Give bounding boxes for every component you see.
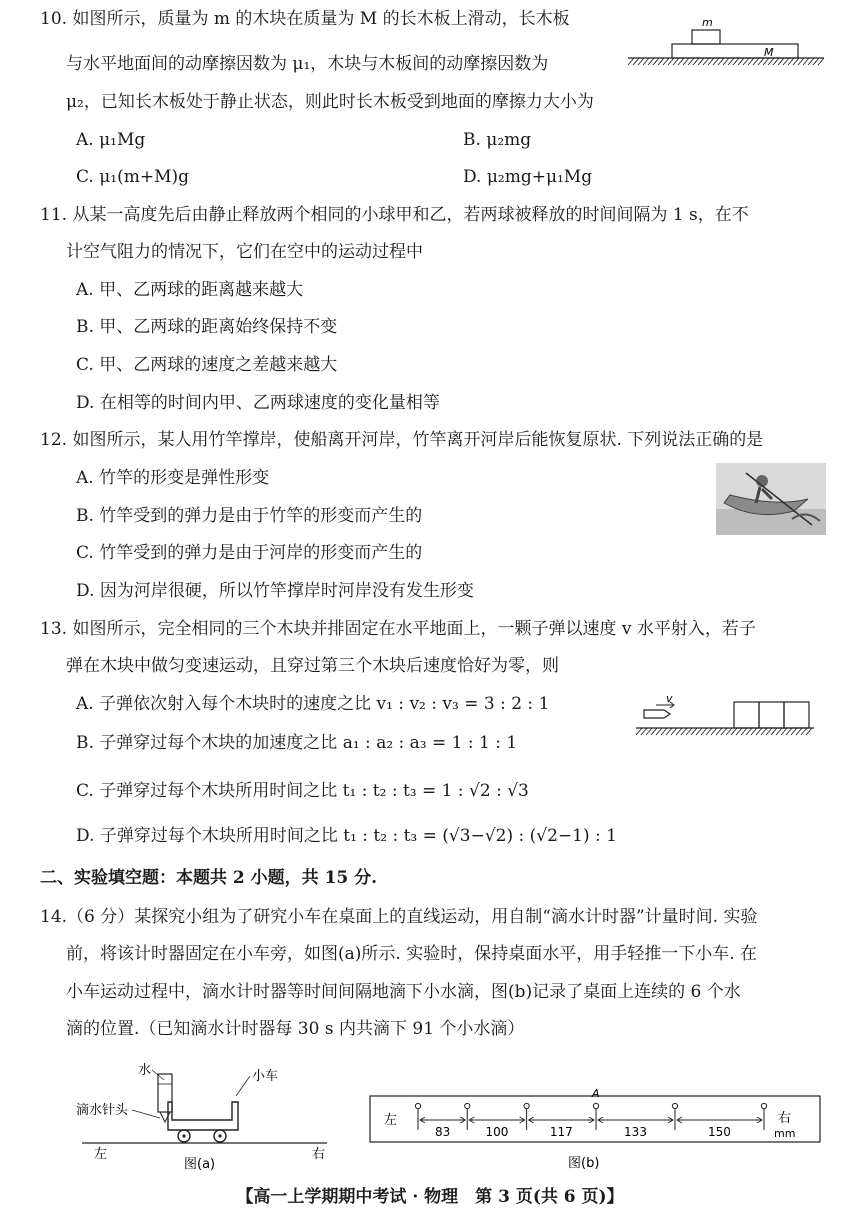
q13-line-1: 13. 如图所示，完全相同的三个木块并排固定在水平地面上，一颗子弹以速度 v 水平射入，若子 [40, 619, 756, 639]
long-board-label: M [764, 46, 774, 59]
q13-figure [634, 692, 816, 744]
q10-option-c: C. μ₁(m+M)g [76, 167, 189, 187]
fig-b-caption: 图(b) [568, 1156, 600, 1171]
small-block [692, 30, 720, 44]
velocity-arrow [656, 702, 674, 708]
figure-b [368, 1064, 824, 1174]
q14-line-2: 前，将该计时器固定在小车旁，如图(a)所示. 实验时，保持桌面水平，用手轻推一下小车. 在 [66, 944, 758, 964]
small-block-label: m [702, 16, 713, 29]
q13-option-b: B. 子弹穿过每个木块的加速度之比 a₁ : a₂ : a₃ = 1 : 1 : 1 [76, 733, 518, 753]
segment-1 [420, 1117, 465, 1139]
q14-line-4: 滴的位置.（已知滴水计时器每 30 s 内共滴下 91 个小水滴） [66, 1019, 525, 1039]
fig-b-left-label: 左 [384, 1113, 398, 1128]
fig-a-caption: 图(a) [184, 1157, 216, 1172]
segment-measurements [420, 1117, 762, 1139]
q12-option-a: A. 竹竿的形变是弹性形变 [76, 468, 270, 488]
q11-line-1: 11. 从某一高度先后由静止释放两个相同的小球甲和乙，若两球被释放的时间间隔为 1 s，在不 [40, 205, 749, 225]
fig-b-right-label: 右 [778, 1111, 792, 1126]
segment-label-1: 83 [434, 1125, 451, 1139]
fig-a-right-label: 右 [312, 1147, 326, 1162]
ground-hatching [636, 728, 812, 735]
q13-line-2: 弹在木块中做匀变速运动，且穿过第三个木块后速度恰好为零，则 [66, 656, 559, 676]
segment-5 [677, 1117, 762, 1139]
q12-option-b: B. 竹竿受到的弹力是由于竹竿的形变而产生的 [76, 506, 423, 526]
q13-option-d: D. 子弹穿过每个木块所用时间之比 t₁ : t₂ : t₃ = (√3−√2) : (√2−1) : 1 [76, 826, 617, 846]
water-drop-1 [415, 1103, 420, 1130]
segment-3 [529, 1117, 594, 1139]
velocity-label: v [666, 692, 673, 705]
section-2-title: 二、实验填空题：本题共 2 小题，共 15 分. [40, 868, 378, 888]
fig-b-unit: mm [774, 1127, 796, 1140]
page-footer: 【高一上学期期中考试 · 物理 第 3 页(共 6 页)】 [236, 1187, 624, 1207]
figure-a [72, 1058, 342, 1174]
cart-label: 小车 [252, 1069, 279, 1084]
q11-option-a: A. 甲、乙两球的距离越来越大 [76, 280, 304, 300]
segment-label-4: 133 [624, 1125, 647, 1139]
water-drop-2 [465, 1103, 470, 1130]
cart-body [168, 1102, 238, 1130]
water-drop-3 [524, 1103, 529, 1130]
q12-option-c: C. 竹竿受到的弹力是由于河岸的形变而产生的 [76, 543, 423, 563]
wood-block-3 [784, 702, 809, 728]
q14-line-1: 14.（6 分）某探究小组为了研究小车在桌面上的直线运动，用自制“滴水计时器”计量时间. 实验 [40, 907, 758, 927]
q10-option-a: A. μ₁Mg [76, 130, 146, 150]
q12-line-1: 12. 如图所示，某人用竹竿撑岸，使船离开河岸，竹竿离开河岸后能恢复原状. 下列说法正确的是 [40, 430, 764, 450]
water-container [158, 1074, 172, 1112]
water-drop-6 [761, 1103, 766, 1130]
q10-line-1: 10. 如图所示，质量为 m 的木块在质量为 M 的长木板上滑动，长木板 [40, 9, 570, 29]
q13-option-a: A. 子弹依次射入每个木块时的速度之比 v₁ : v₂ : v₃ = 3 : 2 : 1 [76, 694, 550, 714]
q11-line-2: 计空气阻力的情况下，它们在空中的运动过程中 [66, 242, 423, 262]
ground-hatching [628, 58, 824, 65]
q10-line-3: μ₂，已知长木板处于静止状态，则此时长木板受到地面的摩擦力大小为 [66, 92, 594, 112]
segment-2 [469, 1117, 524, 1139]
water-label: 水 [138, 1063, 152, 1078]
q10-figure [626, 14, 826, 70]
q11-option-d: D. 在相等的时间内甲、乙两球速度的变化量相等 [76, 393, 440, 413]
long-board [672, 44, 798, 58]
fig-a-left-label: 左 [94, 1147, 108, 1162]
wood-block-2 [759, 702, 784, 728]
q14-line-3: 小车运动过程中，滴水计时器等时间间隔地滴下小水滴，图(b)记录了桌面上连续的 6 个水 [66, 982, 741, 1002]
water-drop-4 [593, 1103, 598, 1130]
segment-4 [598, 1117, 673, 1139]
water-drop-5 [672, 1103, 677, 1130]
q12-option-d: D. 因为河岸很硬，所以竹竿撑岸时河岸没有发生形变 [76, 581, 474, 601]
segment-label-2: 100 [485, 1125, 509, 1139]
wood-block-1 [734, 702, 759, 728]
q11-option-b: B. 甲、乙两球的距离始终保持不变 [76, 317, 338, 337]
q10-option-d: D. μ₂mg+μ₁Mg [463, 167, 593, 187]
q12-boat-photo [716, 463, 826, 535]
q10-line-2: 与水平地面间的动摩擦因数为 μ₁，木块与木板间的动摩擦因数为 [66, 54, 549, 74]
bullet [644, 710, 670, 718]
q11-option-c: C. 甲、乙两球的速度之差越来越大 [76, 355, 338, 375]
point-a-label: A [592, 1087, 600, 1100]
q13-option-c: C. 子弹穿过每个木块所用时间之比 t₁ : t₂ : t₃ = 1 : √2 : √3 [76, 781, 529, 801]
needle-label: 滴水针头 [76, 1103, 129, 1118]
segment-label-5: 150 [708, 1125, 731, 1139]
q10-option-b: B. μ₂mg [463, 130, 532, 150]
segment-label-3: 117 [549, 1125, 573, 1139]
